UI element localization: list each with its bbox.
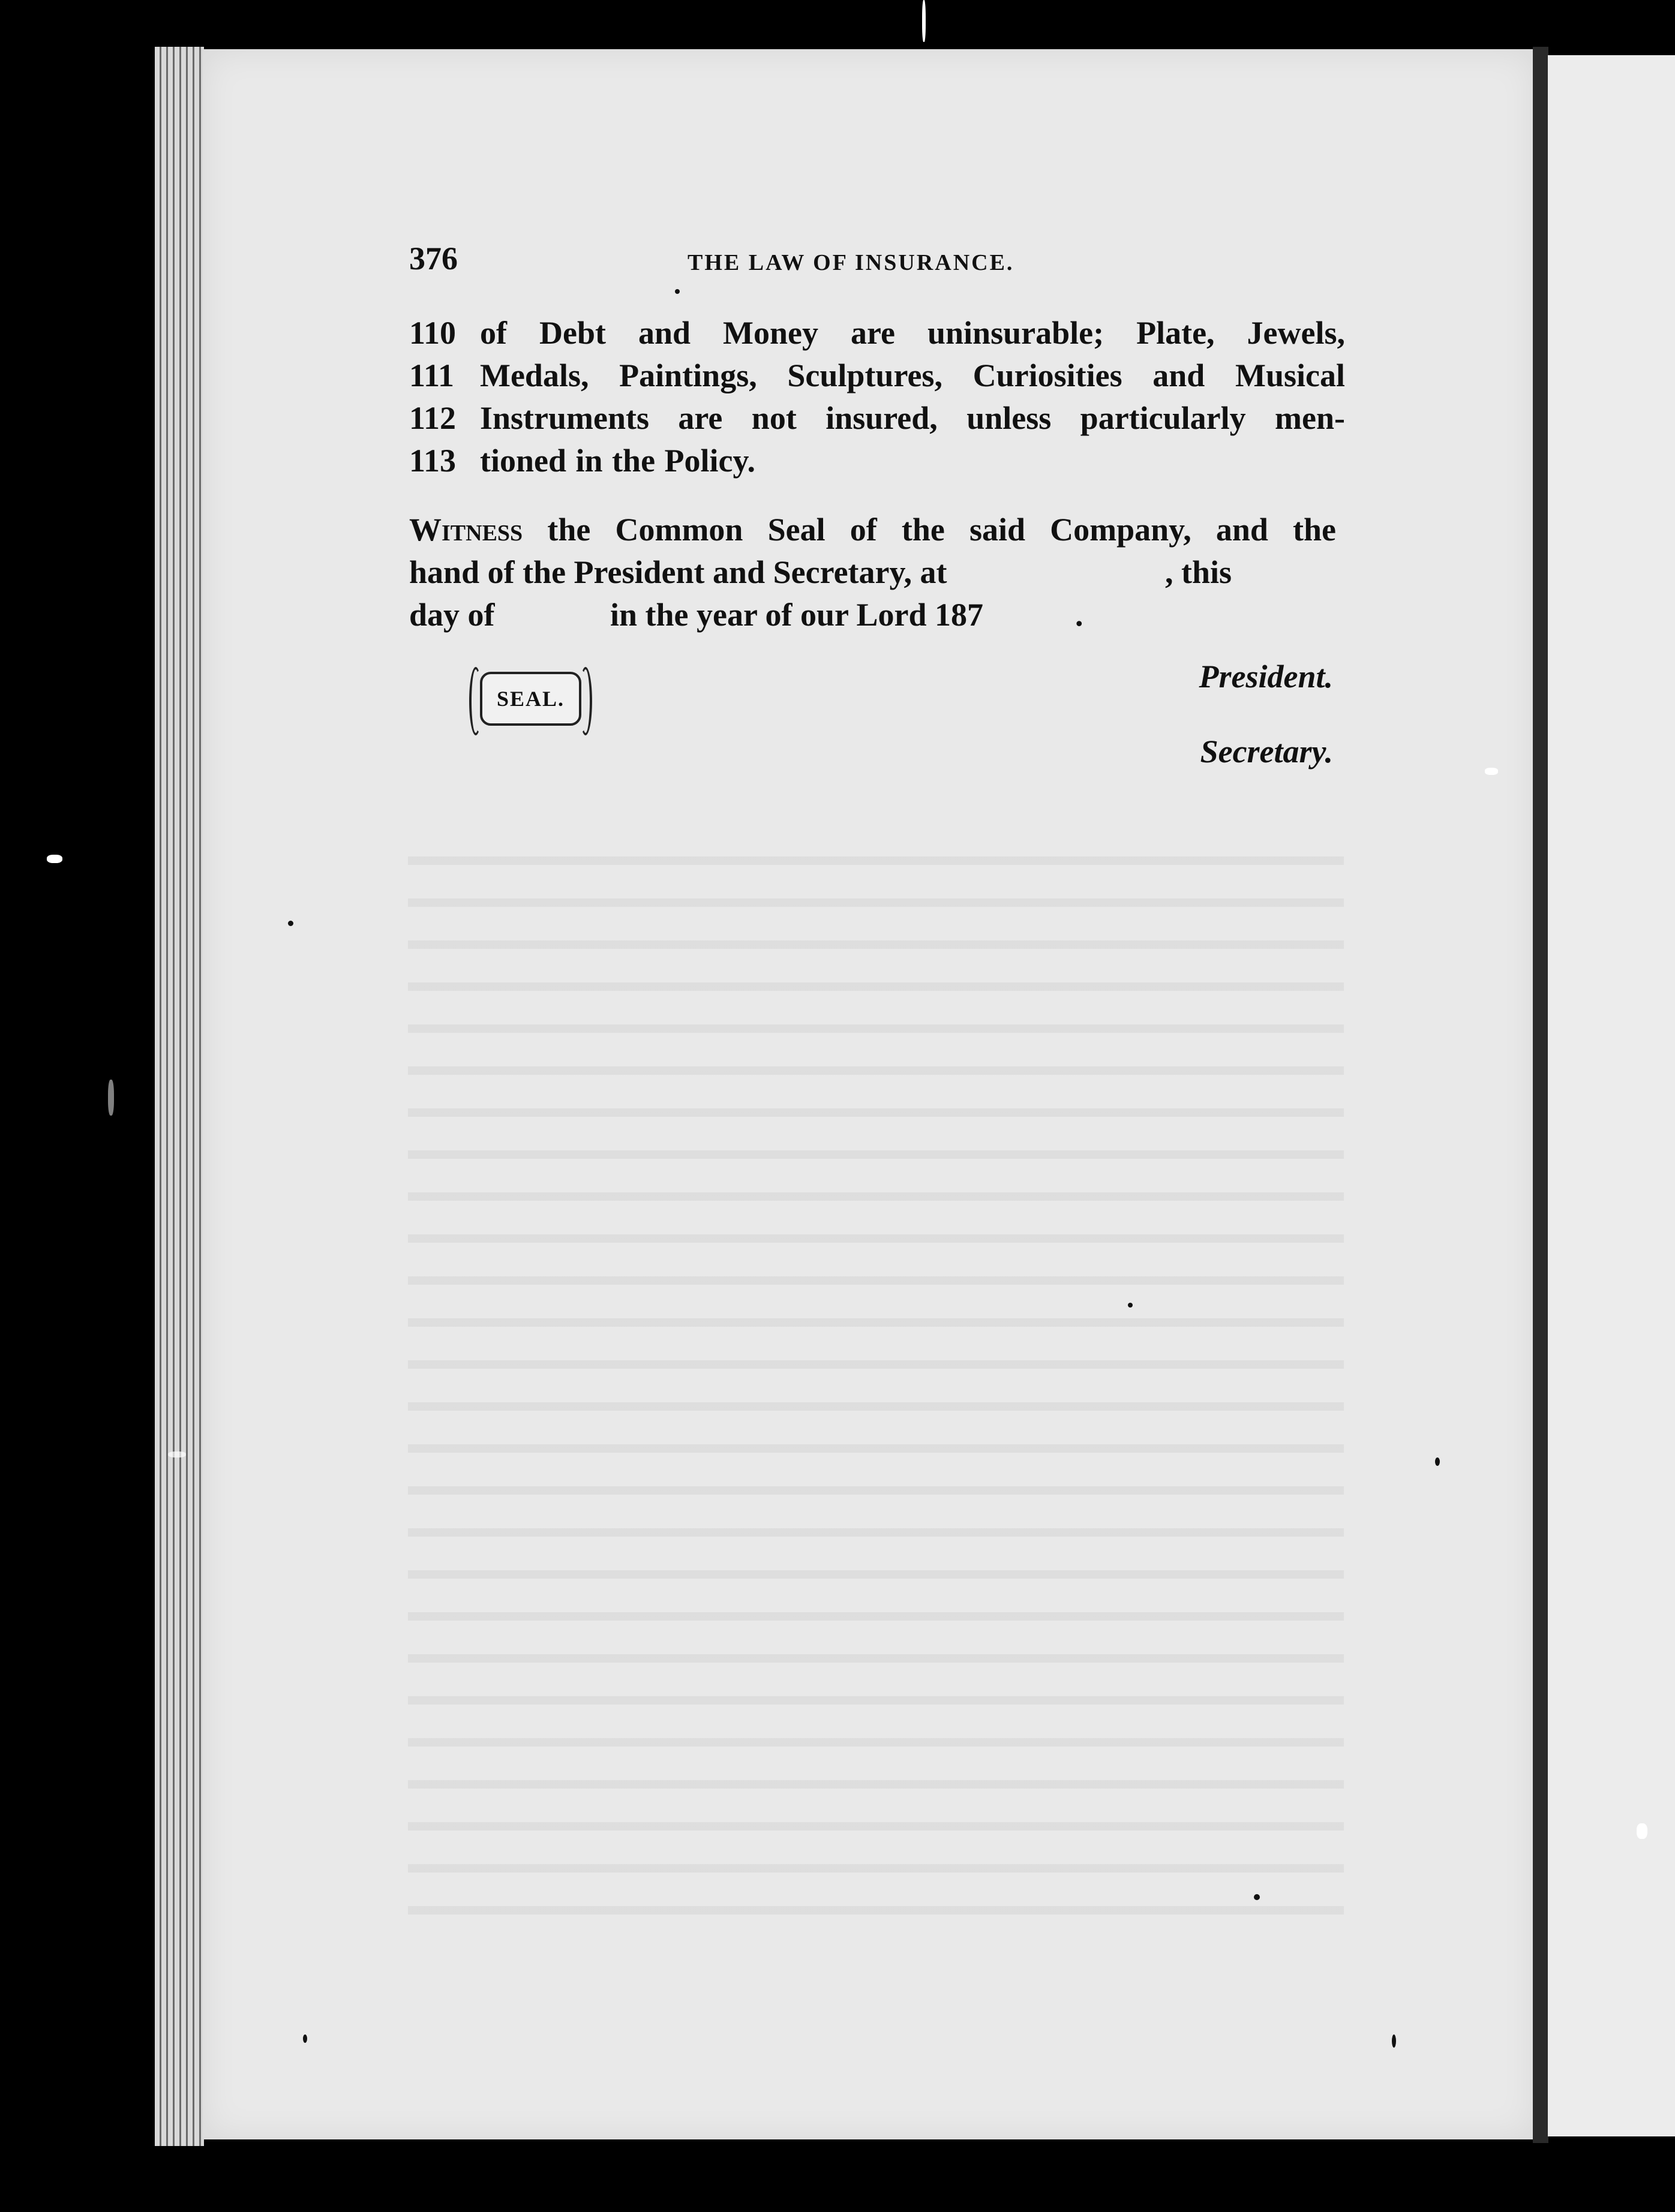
witness-text: the Common Seal of the said Company, and the xyxy=(547,512,1337,548)
running-head xyxy=(409,240,1333,288)
line-text: of Debt and Money are uninsurable; Plate, Jewels, xyxy=(480,315,1345,351)
witness-clause xyxy=(409,509,1336,636)
scan-speck xyxy=(1392,2034,1396,2048)
page-number: 376 xyxy=(409,241,458,276)
scan-dust xyxy=(922,0,926,42)
witness-text: , this xyxy=(1165,554,1232,590)
line-text: Medals, Paintings, Sculptures, Curiosities and Musical xyxy=(480,357,1345,393)
line-number: 113 xyxy=(409,443,457,479)
facing-page-edge xyxy=(1548,55,1675,2136)
line-number: 111 xyxy=(409,357,455,393)
witness-line-1 xyxy=(409,509,1336,551)
seal-stamp: SEAL. xyxy=(480,672,581,726)
line-text: tioned in the Policy. xyxy=(480,443,756,479)
text-line xyxy=(409,440,1345,482)
scan-speck xyxy=(1435,1457,1440,1466)
scan-speck xyxy=(288,921,293,926)
running-title: THE LAW OF INSURANCE. xyxy=(688,250,1014,275)
witness-text: hand of the President and Secretary, at xyxy=(409,554,947,590)
witness-text: . xyxy=(1075,597,1083,633)
line-text: Instruments are not insured, unless particularly men- xyxy=(480,400,1345,436)
scan-dust xyxy=(47,855,62,863)
secretary-signature-line: Secretary. xyxy=(1200,734,1333,770)
scan-dust xyxy=(108,1080,114,1116)
scan-speck xyxy=(303,2034,307,2043)
numbered-text-block xyxy=(409,312,1345,482)
witness-text: day of xyxy=(409,597,495,633)
scan-dust xyxy=(1637,1823,1647,1839)
scan-speck xyxy=(1128,1303,1133,1308)
text-line xyxy=(409,397,1345,440)
text-line xyxy=(409,312,1345,354)
page-edge-stack xyxy=(155,47,204,2146)
scan-speck xyxy=(675,289,680,294)
scan-dust xyxy=(168,1451,186,1457)
text-line xyxy=(409,354,1345,397)
line-number: 110 xyxy=(409,315,457,351)
scan-speck xyxy=(1254,1894,1260,1900)
president-signature-line: President. xyxy=(1199,659,1333,695)
witness-text: in the year of our Lord 187 xyxy=(610,597,984,633)
witness-lead: Witness xyxy=(409,512,523,548)
witness-line-2 xyxy=(409,551,1336,594)
book-gutter xyxy=(1533,47,1548,2143)
witness-line-3 xyxy=(409,594,1336,636)
bleed-through-text xyxy=(408,828,1344,1919)
line-number: 112 xyxy=(409,400,457,436)
scan-dust xyxy=(1485,768,1498,775)
